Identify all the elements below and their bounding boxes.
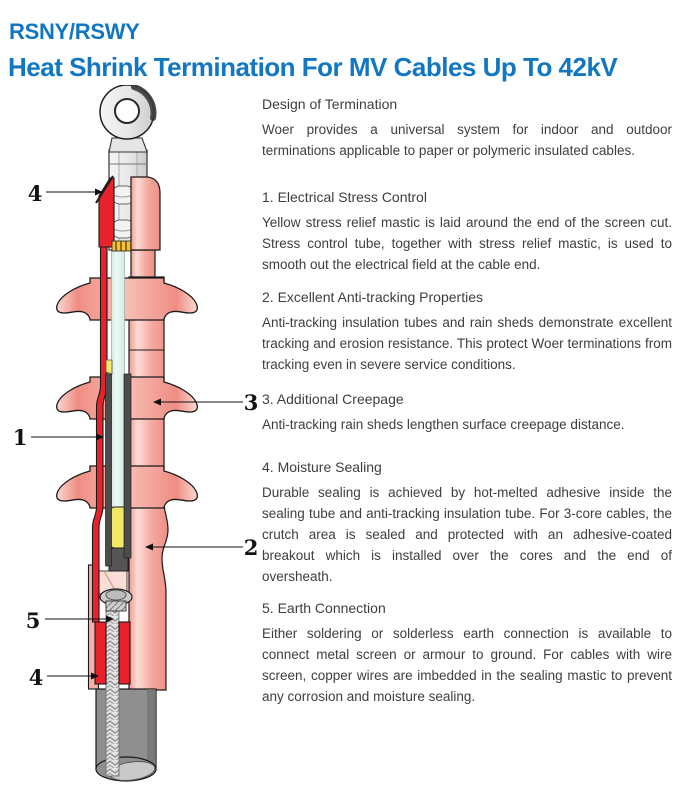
sealing-tube-top (131, 177, 160, 250)
callout-3-label: 3 (243, 390, 259, 415)
hot-melt-adhesive (112, 241, 131, 251)
product-code: RSNY/RSWY (9, 18, 140, 44)
section-heading: 5. Earth Connection (262, 600, 386, 616)
section-heading: Design of Termination (262, 96, 398, 112)
section-heading: 1. Electrical Stress Control (262, 189, 427, 205)
section-body: Either soldering or solderless earth connection is available to connect metal screen or armour to ground. For cables with wire screen, copper wires are imbedded in the sealing mastic to prevent any corrosion and moisture sealing. (262, 626, 672, 704)
section-body: Anti-tracking rain sheds lengthen surface creepage distance. (262, 417, 625, 432)
section-anti-tracking-properties (262, 289, 672, 375)
section-heading: 3. Additional Creepage (262, 391, 404, 407)
oversheath (96, 689, 156, 783)
section-body: Woer provides a universal system for indoor and outdoor terminations applicable to paper or polymeric insulated cables. (262, 122, 672, 158)
description-column (262, 0, 672, 789)
section-earth-connection (262, 600, 672, 707)
section-heading: 2. Excellent Anti-tracking Properties (262, 289, 483, 305)
callout-4-bottom-label: 4 (28, 665, 44, 690)
callout-4-top-label: 4 (27, 181, 43, 206)
callout-5-label: 5 (25, 608, 41, 633)
page-title: Heat Shrink Termination For MV Cables Up To 42kV (8, 51, 618, 82)
earth-spring (100, 589, 132, 611)
callout-1-label: 1 (12, 425, 28, 450)
sealing-mastic-top (96, 176, 114, 247)
callout-1 (13, 425, 104, 450)
rain-shed-1 (57, 278, 198, 320)
section-design-of-termination (262, 96, 672, 161)
insulation-tube (112, 247, 125, 512)
earth-braid (106, 600, 119, 776)
lug-ring (100, 85, 154, 152)
section-moisture-sealing (262, 459, 672, 587)
section-body: Yellow stress relief mastic is laid around the end of the screen cut. Stress control tube, together with stress relief mastic, is used to smooth out the electrical field at the cable end. (262, 215, 672, 272)
section-body: Anti-tracking insulation tubes and rain sheds demonstrate excellent tracking and erosion resistance. This protect Woer terminations from tracking even in severe service conditions. (262, 315, 672, 372)
callout-4-top (28, 181, 103, 206)
section-electrical-stress-control (262, 189, 672, 275)
section-additional-creepage (262, 391, 672, 435)
termination-diagram (0, 85, 260, 789)
section-heading: 4. Moisture Sealing (262, 459, 382, 475)
termination-cutaway-svg (0, 85, 260, 789)
callout-2-label: 2 (243, 535, 259, 560)
section-body: Durable sealing is achieved by hot-melted adhesive inside the sealing tube and anti-tracking insulation tube. For 3-core cables, the crutch area is sealed and protected with an adhesive-coated breakout which is installed over the cores and the end of oversheath. (262, 485, 672, 584)
